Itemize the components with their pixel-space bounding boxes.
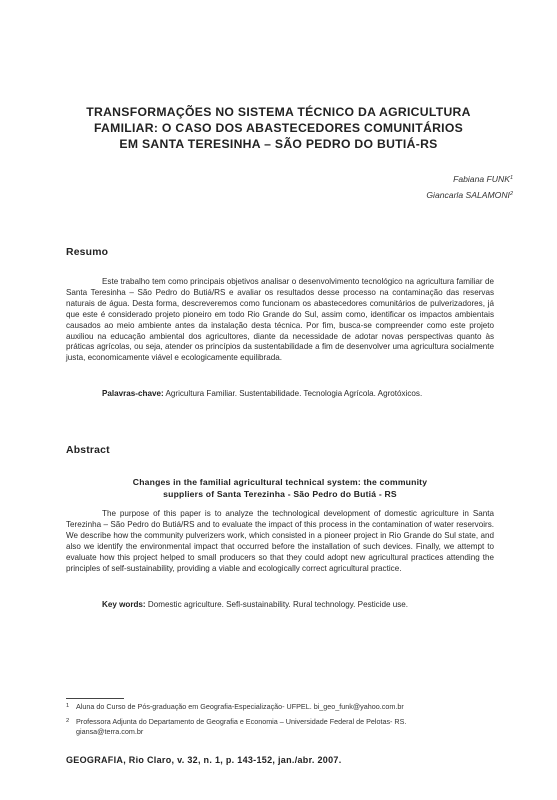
footnote-text: Professora Adjunta do Departamento de Geografia e Economia – Universidade Federal de Pelotas- RS.: [76, 717, 407, 726]
author-2: [426, 187, 513, 203]
keywords-text: Agricultura Familiar. Sustentabilidade. Tecnologia Agrícola. Agrotóxicos.: [165, 389, 423, 398]
paper-title: [60, 104, 497, 152]
resumo-heading: Resumo: [66, 247, 109, 258]
footnote-text: Aluna do Curso de Pós-graduação em Geografia-Especialização- UFPEL. bi_geo_funk@yahoo.com.br: [76, 702, 404, 711]
resumo-keywords: [102, 389, 502, 400]
title-line-3: EM SANTA TERESINHA – SÃO PEDRO DO BUTIÁ-RS: [119, 137, 438, 151]
footnote-2: [66, 717, 494, 736]
footnote-number: 2: [66, 718, 70, 724]
author-1: [426, 171, 513, 187]
footnote-marker: 1: [509, 175, 513, 181]
author-name: Fabiana FUNK: [453, 174, 510, 184]
footnote-text-continued: giansa@terra.com.br: [76, 726, 144, 736]
footnote-marker: 2: [509, 191, 513, 197]
keywords-label: Palavras-chave:: [102, 389, 164, 398]
footnote-number: 1: [66, 703, 70, 709]
journal-citation: GEOGRAFIA, Rio Claro, v. 32, n. 1, p. 143-152, jan./abr. 2007.: [66, 755, 342, 765]
abstract-title-line-2: suppliers of Santa Terezinha - São Pedro do Butiá - RS: [163, 489, 397, 500]
author-name: Giancarla SALAMONI: [426, 190, 510, 200]
keywords-text: Domestic agriculture. Sefl-sustainability. Rural technology. Pesticide use.: [147, 600, 409, 609]
author-list: [426, 171, 513, 203]
abstract-title-line-1: Changes in the familial agricultural technical system: the community: [132, 477, 428, 487]
abstract-keywords: [102, 600, 502, 611]
title-line-1: TRANSFORMAÇÕES NO SISTEMA TÉCNICO DA AGRICULTURA: [86, 105, 471, 119]
footnote-divider: [66, 698, 124, 699]
abstract-text: The purpose of this paper is to analyze the technological development of domestic agriculture in Santa Terezinha – São Pedro do Butiá/RS and to evaluate the impact of this process in the contamination of water reservoirs. We describe how the community pulverizers work, which consisted in a pioneer project in Rio Grande do Sul state, and also we identify the environmental impact that occurred before the installation of such devices. Finally, we attempt to evaluate how this project helped to small producers so that they could adopt new agricultural practices attending the principles of self-sustainability, providing a viable and ecologically correct agricultural practice.: [66, 509, 494, 573]
abstract-title: [66, 476, 494, 500]
footnote-1: [66, 702, 494, 712]
title-line-2: FAMILIAR: O CASO DOS ABASTECEDORES COMUNITÁRIOS: [93, 121, 464, 135]
abstract-heading: Abstract: [66, 445, 110, 456]
resumo-text: Este trabalho tem como principais objetivos analisar o desenvolvimento tecnológico na agricultura familiar de Santa Teresinha – São Pedro do Butiá/RS e avaliar os resultados desse processo na contaminação das reservas naturais de água. Desta forma, descreveremos como funcionam os abastecedores comunitários de pulverizadores, já que este é considerado projeto pioneiro em todo Rio Grande do Sul, assim como, identificar os impactos ambientais causados ao meio ambiente antes da instalação desta técnica. Por fim, busca-se compreender como este projeto auxiliou na educação ambiental dos agricultores, diante da necessidade de adotar novas perspectivas quanto às práticas agrícolas, ou seja, atender os princípios da sustentabilidade a fim de desenvolver uma agricultura socialmente justa, economicamente viável e ecologicamente equilibrada.: [66, 277, 494, 363]
keywords-label: Key words:: [102, 600, 146, 609]
